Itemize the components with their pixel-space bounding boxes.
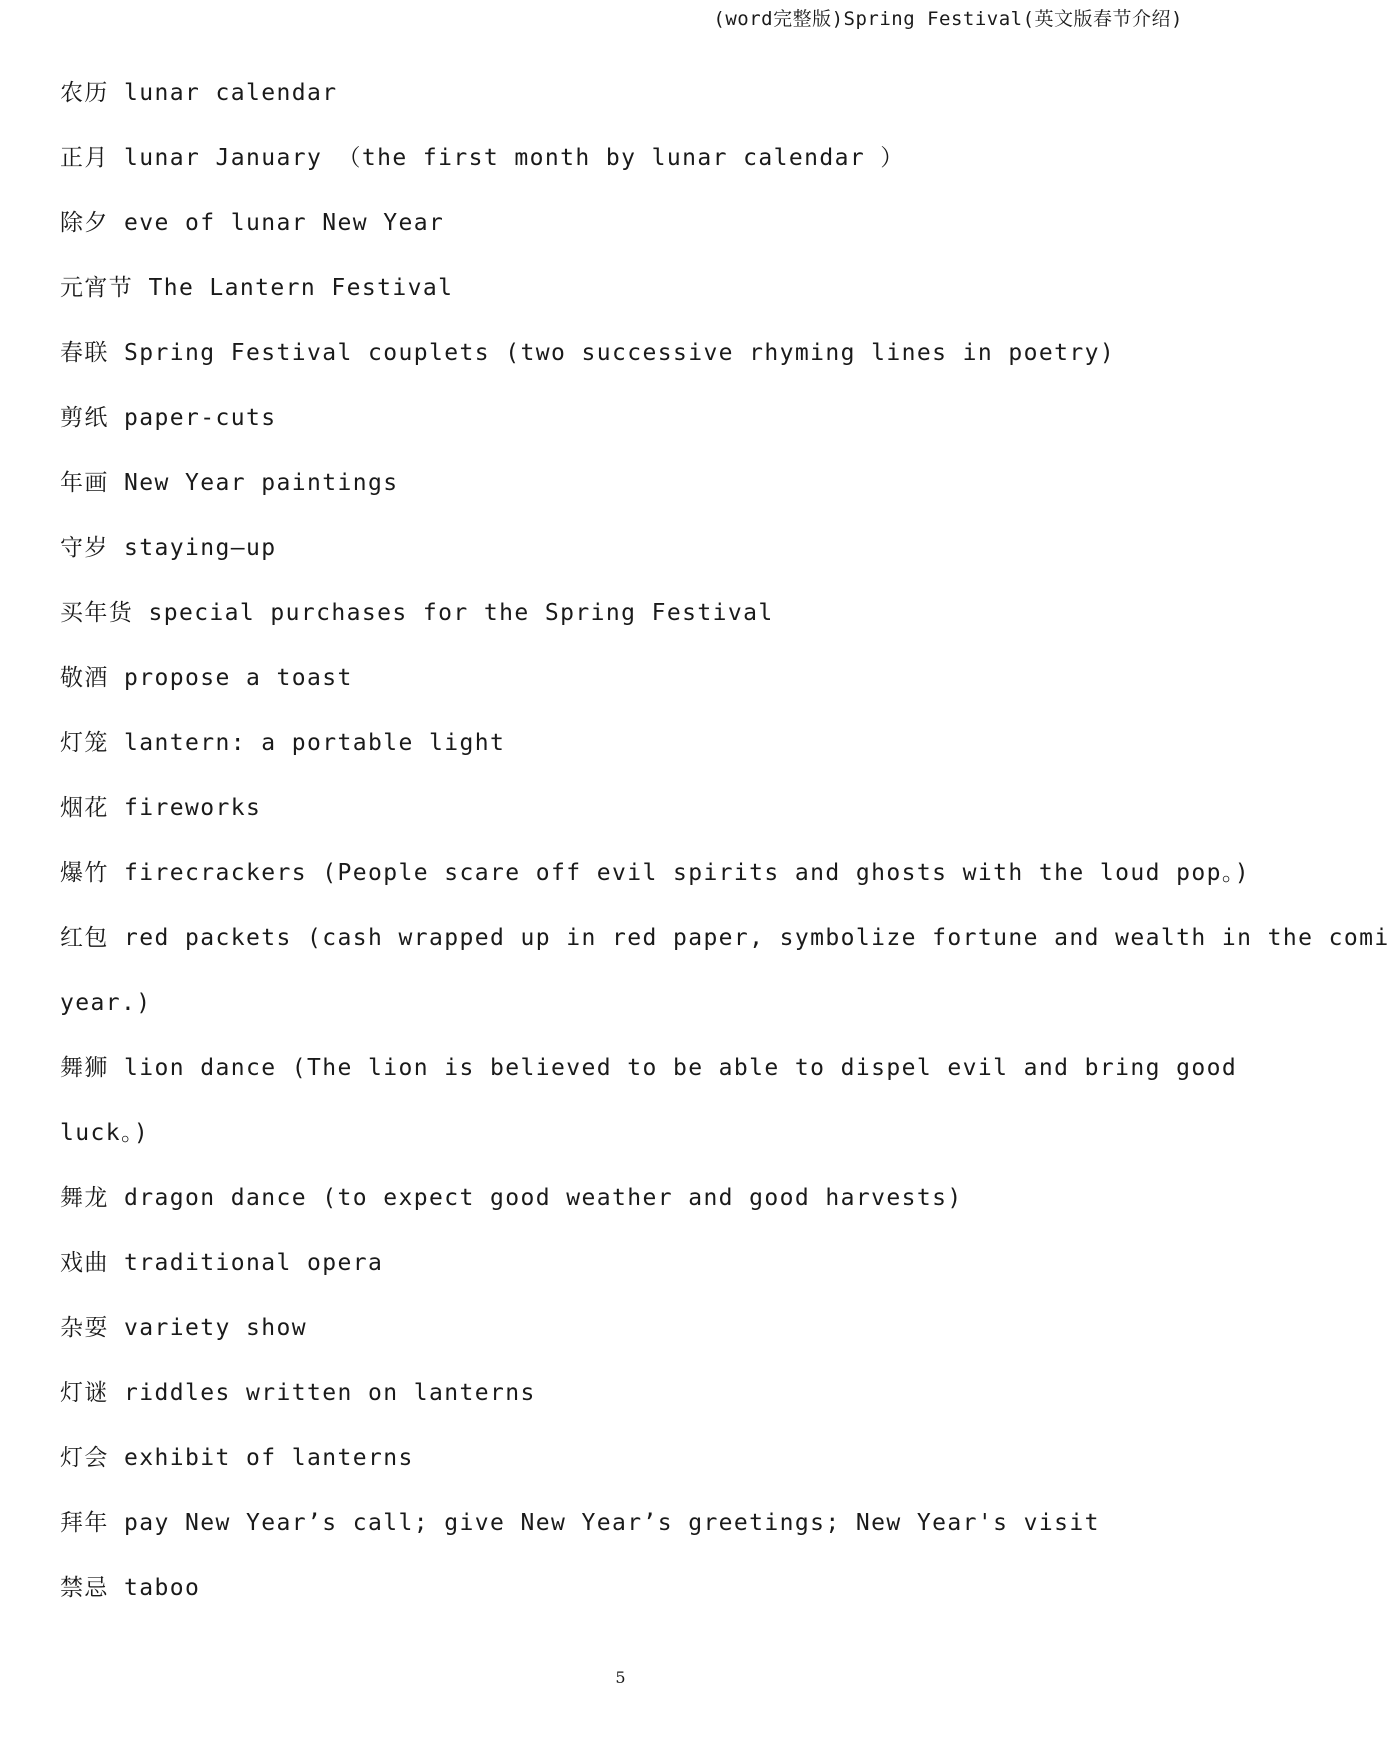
glossary-line: 农历 lunar calendar bbox=[60, 80, 338, 106]
glossary-line: 敬酒 propose a toast bbox=[60, 665, 353, 691]
page-number: 5 bbox=[615, 1668, 626, 1687]
glossary-line: 灯笼 lantern: a portable light bbox=[60, 730, 506, 756]
glossary-line: 灯谜 riddles written on lanterns bbox=[60, 1380, 536, 1406]
glossary-line: 守岁 staying—up bbox=[60, 535, 277, 561]
glossary-line: 春联 Spring Festival couplets (two successive rhyming lines in poetry) bbox=[60, 340, 1116, 366]
glossary-line: 舞狮 lion dance (The lion is believed to be able to dispel evil and bring good bbox=[60, 1055, 1238, 1081]
glossary-line: 舞龙 dragon dance (to expect good weather and good harvests) bbox=[60, 1185, 963, 1211]
glossary-line: 禁忌 taboo bbox=[60, 1575, 201, 1601]
glossary-line: 红包 red packets (cash wrapped up in red paper, symbolize fortune and wealth in the comi bbox=[60, 925, 1390, 951]
glossary-line: 除夕 eve of lunar New Year bbox=[60, 210, 445, 236]
glossary-line: 拜年 pay New Year’s call; give New Year’s greetings; New Year's visit bbox=[60, 1510, 1100, 1536]
glossary-line: 年画 New Year paintings bbox=[60, 470, 399, 496]
glossary-line: 元宵节 The Lantern Festival bbox=[60, 275, 454, 301]
glossary-line: 正月 lunar January （the first month by lunar calendar ） bbox=[60, 145, 905, 171]
page-header: (word完整版)Spring Festival(英文版春节介绍) bbox=[713, 8, 1183, 30]
glossary-line: 戏曲 traditional opera bbox=[60, 1250, 384, 1276]
glossary-line: 爆竹 firecrackers (People scare off evil spirits and ghosts with the loud pop。) bbox=[60, 860, 1250, 886]
glossary-body bbox=[60, 70, 1390, 1630]
glossary-line: 烟花 fireworks bbox=[60, 795, 262, 821]
glossary-line-continuation: year.) bbox=[60, 990, 152, 1016]
glossary-line-continuation: luck。) bbox=[60, 1120, 150, 1146]
glossary-line: 买年货 special purchases for the Spring Festival bbox=[60, 600, 774, 626]
glossary-line: 杂耍 variety show bbox=[60, 1315, 308, 1341]
glossary-line: 剪纸 paper-cuts bbox=[60, 405, 277, 431]
glossary-line: 灯会 exhibit of lanterns bbox=[60, 1445, 414, 1471]
